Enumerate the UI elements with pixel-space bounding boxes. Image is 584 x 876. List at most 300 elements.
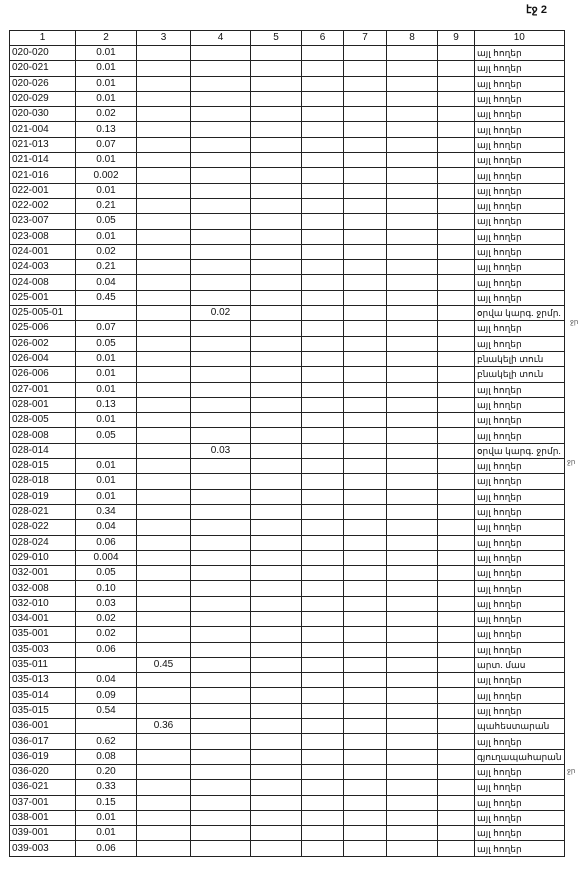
land-use-cell: այլ հողեր <box>475 198 565 213</box>
area-cell <box>302 153 344 168</box>
area-cell: 0.02 <box>76 611 137 626</box>
area-cell <box>191 627 251 642</box>
area-cell <box>137 397 191 412</box>
table-row <box>10 520 565 535</box>
column-header-7: 7 <box>344 31 387 46</box>
area-cell <box>137 153 191 168</box>
area-cell <box>191 428 251 443</box>
area-cell: 0.05 <box>76 566 137 581</box>
column-header-8: 8 <box>387 31 438 46</box>
area-cell <box>438 780 475 795</box>
area-cell <box>387 749 438 764</box>
parcel-code-cell: 025-006 <box>10 321 76 336</box>
area-cell <box>387 290 438 305</box>
area-cell: 0.05 <box>76 214 137 229</box>
area-cell <box>251 566 302 581</box>
area-cell <box>344 673 387 688</box>
area-cell <box>191 764 251 779</box>
area-cell <box>344 91 387 106</box>
area-cell <box>251 428 302 443</box>
area-cell <box>387 321 438 336</box>
parcel-code-cell: 028-008 <box>10 428 76 443</box>
area-cell <box>438 153 475 168</box>
area-cell <box>438 91 475 106</box>
area-cell <box>137 673 191 688</box>
land-use-cell: այլ հողեր <box>475 168 565 183</box>
area-cell <box>191 76 251 91</box>
parcel-code-cell: 032-010 <box>10 596 76 611</box>
area-cell <box>344 306 387 321</box>
area-cell <box>191 137 251 152</box>
area-cell <box>251 627 302 642</box>
table-row <box>10 810 565 825</box>
land-use-cell: այլ հողեր <box>475 489 565 504</box>
area-cell <box>438 122 475 137</box>
area-cell <box>438 627 475 642</box>
area-cell <box>251 153 302 168</box>
area-cell <box>344 183 387 198</box>
area-cell <box>191 336 251 351</box>
area-cell <box>438 183 475 198</box>
area-cell <box>251 397 302 412</box>
area-cell <box>137 76 191 91</box>
land-use-cell: օրվա կարգ. ջրմր. <box>475 443 565 458</box>
area-cell <box>137 244 191 259</box>
column-header-5: 5 <box>251 31 302 46</box>
area-cell: 0.05 <box>76 336 137 351</box>
parcel-code-cell: 021-004 <box>10 122 76 137</box>
area-cell <box>302 749 344 764</box>
area-cell <box>302 581 344 596</box>
area-cell: 0.08 <box>76 749 137 764</box>
area-cell <box>137 703 191 718</box>
parcel-code-cell: 028-018 <box>10 474 76 489</box>
land-use-cell: այլ հողեր <box>475 841 565 856</box>
area-cell <box>302 61 344 76</box>
area-cell <box>191 474 251 489</box>
area-cell <box>344 321 387 336</box>
table-row <box>10 413 565 428</box>
parcel-code-cell: 037-001 <box>10 795 76 810</box>
area-cell <box>302 841 344 856</box>
area-cell <box>387 810 438 825</box>
land-use-cell: այլ հողեր <box>475 336 565 351</box>
parcel-code-cell: 026-006 <box>10 367 76 382</box>
table-row <box>10 642 565 657</box>
area-cell <box>438 535 475 550</box>
area-cell <box>387 91 438 106</box>
table-row <box>10 566 565 581</box>
area-cell <box>302 520 344 535</box>
parcel-code-cell: 028-024 <box>10 535 76 550</box>
area-cell <box>344 168 387 183</box>
land-use-cell: այլ հողեր <box>475 244 565 259</box>
land-use-cell: այլ հողեր <box>475 688 565 703</box>
area-cell: 0.02 <box>191 306 251 321</box>
area-cell <box>438 306 475 321</box>
land-parcel-table <box>9 30 565 857</box>
area-cell <box>438 826 475 841</box>
area-cell: 0.01 <box>76 183 137 198</box>
area-cell <box>344 46 387 61</box>
area-cell <box>302 657 344 672</box>
area-cell: 0.09 <box>76 688 137 703</box>
area-cell <box>191 397 251 412</box>
area-cell: 0.02 <box>76 627 137 642</box>
parcel-code-cell: 036-021 <box>10 780 76 795</box>
land-use-cell: այլ հողեր <box>475 611 565 626</box>
table-row <box>10 46 565 61</box>
table-row <box>10 122 565 137</box>
area-cell <box>251 336 302 351</box>
area-cell <box>137 550 191 565</box>
land-use-cell: այլ հողեր <box>475 764 565 779</box>
land-use-cell: այլ հողեր <box>475 214 565 229</box>
parcel-code-cell: 039-003 <box>10 841 76 856</box>
area-cell <box>438 244 475 259</box>
parcel-code-cell: 023-007 <box>10 214 76 229</box>
area-cell: 0.13 <box>76 397 137 412</box>
area-cell <box>251 168 302 183</box>
area-cell: 0.06 <box>76 841 137 856</box>
area-cell: 0.02 <box>76 244 137 259</box>
area-cell <box>302 642 344 657</box>
area-cell: 0.34 <box>76 504 137 519</box>
area-cell <box>387 642 438 657</box>
table-row <box>10 336 565 351</box>
parcel-code-cell: 024-001 <box>10 244 76 259</box>
area-cell <box>251 810 302 825</box>
area-cell <box>251 244 302 259</box>
area-cell: 0.03 <box>191 443 251 458</box>
area-cell <box>137 474 191 489</box>
land-use-cell: արտ. մաս <box>475 657 565 672</box>
area-cell <box>251 459 302 474</box>
parcel-code-cell: 026-002 <box>10 336 76 351</box>
area-cell <box>137 428 191 443</box>
parcel-code-cell: 028-014 <box>10 443 76 458</box>
area-cell <box>137 183 191 198</box>
area-cell <box>302 122 344 137</box>
area-cell <box>344 367 387 382</box>
area-cell <box>302 550 344 565</box>
area-cell: 0.01 <box>76 229 137 244</box>
area-cell <box>302 764 344 779</box>
area-cell <box>137 229 191 244</box>
parcel-code-cell: 024-003 <box>10 260 76 275</box>
area-cell <box>191 734 251 749</box>
parcel-code-cell: 035-003 <box>10 642 76 657</box>
parcel-code-cell: 021-013 <box>10 137 76 152</box>
area-cell <box>251 719 302 734</box>
area-cell <box>191 153 251 168</box>
area-cell <box>191 642 251 657</box>
area-cell <box>191 168 251 183</box>
area-cell <box>344 489 387 504</box>
area-cell <box>344 642 387 657</box>
table-row <box>10 780 565 795</box>
area-cell <box>438 321 475 336</box>
area-cell: 0.01 <box>76 351 137 366</box>
land-use-cell: այլ հողեր <box>475 122 565 137</box>
parcel-code-cell: 038-001 <box>10 810 76 825</box>
area-cell <box>137 351 191 366</box>
area-cell: 0.21 <box>76 260 137 275</box>
area-cell <box>438 214 475 229</box>
area-cell <box>438 382 475 397</box>
area-cell <box>302 260 344 275</box>
land-use-cell: այլ հողեր <box>475 810 565 825</box>
area-cell <box>251 550 302 565</box>
area-cell: 0.05 <box>76 428 137 443</box>
parcel-code-cell: 022-001 <box>10 183 76 198</box>
area-cell <box>191 810 251 825</box>
area-cell: 0.01 <box>76 826 137 841</box>
area-cell <box>137 780 191 795</box>
area-cell <box>302 703 344 718</box>
area-cell: 0.06 <box>76 642 137 657</box>
area-cell <box>387 703 438 718</box>
area-cell <box>387 474 438 489</box>
area-cell <box>251 382 302 397</box>
area-cell <box>438 168 475 183</box>
table-body <box>10 46 565 857</box>
area-cell <box>344 413 387 428</box>
area-cell <box>387 764 438 779</box>
area-cell <box>438 795 475 810</box>
parcel-code-cell: 020-020 <box>10 46 76 61</box>
parcel-code-cell: 035-011 <box>10 657 76 672</box>
area-cell <box>438 137 475 152</box>
area-cell <box>387 137 438 152</box>
table-row <box>10 168 565 183</box>
area-cell <box>191 841 251 856</box>
area-cell <box>251 229 302 244</box>
area-cell <box>137 826 191 841</box>
area-cell <box>344 596 387 611</box>
area-cell <box>344 443 387 458</box>
table-row <box>10 535 565 550</box>
area-cell <box>137 520 191 535</box>
area-cell <box>387 122 438 137</box>
area-cell <box>137 122 191 137</box>
area-cell <box>191 61 251 76</box>
area-cell <box>387 214 438 229</box>
area-cell: 0.01 <box>76 76 137 91</box>
table-row <box>10 61 565 76</box>
area-cell <box>191 520 251 535</box>
area-cell <box>302 489 344 504</box>
area-cell <box>387 351 438 366</box>
land-use-cell: այլ հողեր <box>475 321 565 336</box>
area-cell <box>137 688 191 703</box>
area-cell <box>438 596 475 611</box>
area-cell <box>251 290 302 305</box>
area-cell <box>344 611 387 626</box>
area-cell <box>251 611 302 626</box>
area-cell <box>344 76 387 91</box>
table-row <box>10 474 565 489</box>
area-cell <box>302 596 344 611</box>
area-cell <box>302 795 344 810</box>
table-row <box>10 764 565 779</box>
area-cell <box>438 642 475 657</box>
area-cell <box>438 397 475 412</box>
table-row <box>10 611 565 626</box>
area-cell <box>251 520 302 535</box>
parcel-code-cell: 021-016 <box>10 168 76 183</box>
table-row <box>10 260 565 275</box>
area-cell <box>137 46 191 61</box>
land-use-cell: օրվա կարգ. ջրմր. <box>475 306 565 321</box>
area-cell <box>137 137 191 152</box>
area-cell <box>191 688 251 703</box>
area-cell <box>387 795 438 810</box>
area-cell <box>251 703 302 718</box>
area-cell <box>438 550 475 565</box>
parcel-code-cell: 028-005 <box>10 413 76 428</box>
area-cell <box>344 198 387 213</box>
area-cell <box>137 581 191 596</box>
parcel-code-cell: 028-001 <box>10 397 76 412</box>
area-cell <box>344 520 387 535</box>
area-cell <box>344 657 387 672</box>
parcel-code-cell: 025-005-01 <box>10 306 76 321</box>
area-cell <box>302 107 344 122</box>
area-cell <box>302 198 344 213</box>
area-cell <box>387 611 438 626</box>
land-use-cell: այլ հողեր <box>475 183 565 198</box>
area-cell: 0.01 <box>76 474 137 489</box>
area-cell <box>387 46 438 61</box>
land-use-cell: այլ հողեր <box>475 260 565 275</box>
area-cell <box>387 841 438 856</box>
land-use-cell: այլ հողեր <box>475 535 565 550</box>
parcel-code-cell: 039-001 <box>10 826 76 841</box>
area-cell: 0.04 <box>76 275 137 290</box>
area-cell <box>344 428 387 443</box>
land-use-cell: այլ հողեր <box>475 428 565 443</box>
parcel-code-cell: 023-008 <box>10 229 76 244</box>
area-cell <box>302 382 344 397</box>
table-row <box>10 306 565 321</box>
area-cell <box>137 260 191 275</box>
area-cell <box>302 306 344 321</box>
area-cell <box>191 459 251 474</box>
table-row <box>10 351 565 366</box>
table-row <box>10 321 565 336</box>
area-cell <box>302 719 344 734</box>
parcel-code-cell: 035-013 <box>10 673 76 688</box>
parcel-code-cell: 034-001 <box>10 611 76 626</box>
land-use-cell: այլ հողեր <box>475 596 565 611</box>
land-use-cell: այլ հողեր <box>475 275 565 290</box>
area-cell <box>251 306 302 321</box>
area-cell <box>344 734 387 749</box>
parcel-code-cell: 028-021 <box>10 504 76 519</box>
area-cell <box>191 489 251 504</box>
area-cell <box>438 841 475 856</box>
margin-mark: ջր <box>567 767 576 775</box>
table-row <box>10 719 565 734</box>
area-cell <box>137 214 191 229</box>
parcel-code-cell: 021-014 <box>10 153 76 168</box>
area-cell: 0.15 <box>76 795 137 810</box>
land-use-cell: այլ հողեր <box>475 459 565 474</box>
land-use-cell: այլ հողեր <box>475 413 565 428</box>
area-cell <box>387 489 438 504</box>
parcel-code-cell: 028-015 <box>10 459 76 474</box>
area-cell <box>137 107 191 122</box>
area-cell <box>387 826 438 841</box>
land-use-cell: այլ հողեր <box>475 76 565 91</box>
area-cell <box>251 688 302 703</box>
area-cell <box>438 428 475 443</box>
table-row <box>10 550 565 565</box>
table-row <box>10 596 565 611</box>
area-cell <box>251 657 302 672</box>
area-cell: 0.21 <box>76 198 137 213</box>
area-cell <box>191 535 251 550</box>
area-cell: 0.01 <box>76 413 137 428</box>
area-cell <box>438 336 475 351</box>
margin-mark: ջր <box>567 458 576 466</box>
area-cell <box>251 504 302 519</box>
area-cell <box>251 61 302 76</box>
area-cell <box>137 611 191 626</box>
parcel-code-cell: 035-001 <box>10 627 76 642</box>
area-cell <box>251 535 302 550</box>
area-cell <box>191 382 251 397</box>
area-cell <box>137 91 191 106</box>
area-cell <box>137 566 191 581</box>
column-header-9: 9 <box>438 31 475 46</box>
area-cell <box>344 810 387 825</box>
area-cell: 0.01 <box>76 810 137 825</box>
area-cell <box>302 504 344 519</box>
land-use-cell: այլ հողեր <box>475 734 565 749</box>
area-cell <box>302 367 344 382</box>
area-cell <box>438 198 475 213</box>
area-cell <box>387 780 438 795</box>
area-cell: 0.01 <box>76 382 137 397</box>
area-cell: 0.07 <box>76 137 137 152</box>
area-cell <box>302 673 344 688</box>
header-row <box>10 31 565 46</box>
area-cell: 0.03 <box>76 596 137 611</box>
area-cell <box>191 91 251 106</box>
area-cell <box>344 703 387 718</box>
area-cell <box>191 275 251 290</box>
area-cell <box>387 596 438 611</box>
area-cell <box>387 428 438 443</box>
area-cell <box>302 321 344 336</box>
area-cell <box>438 489 475 504</box>
area-cell <box>137 795 191 810</box>
area-cell <box>387 734 438 749</box>
area-cell <box>302 826 344 841</box>
land-use-cell: այլ հողեր <box>475 673 565 688</box>
area-cell <box>137 504 191 519</box>
area-cell <box>344 535 387 550</box>
area-cell <box>344 749 387 764</box>
area-cell <box>191 795 251 810</box>
area-cell <box>191 413 251 428</box>
area-cell <box>438 504 475 519</box>
area-cell <box>387 168 438 183</box>
area-cell <box>438 611 475 626</box>
area-cell <box>387 244 438 259</box>
